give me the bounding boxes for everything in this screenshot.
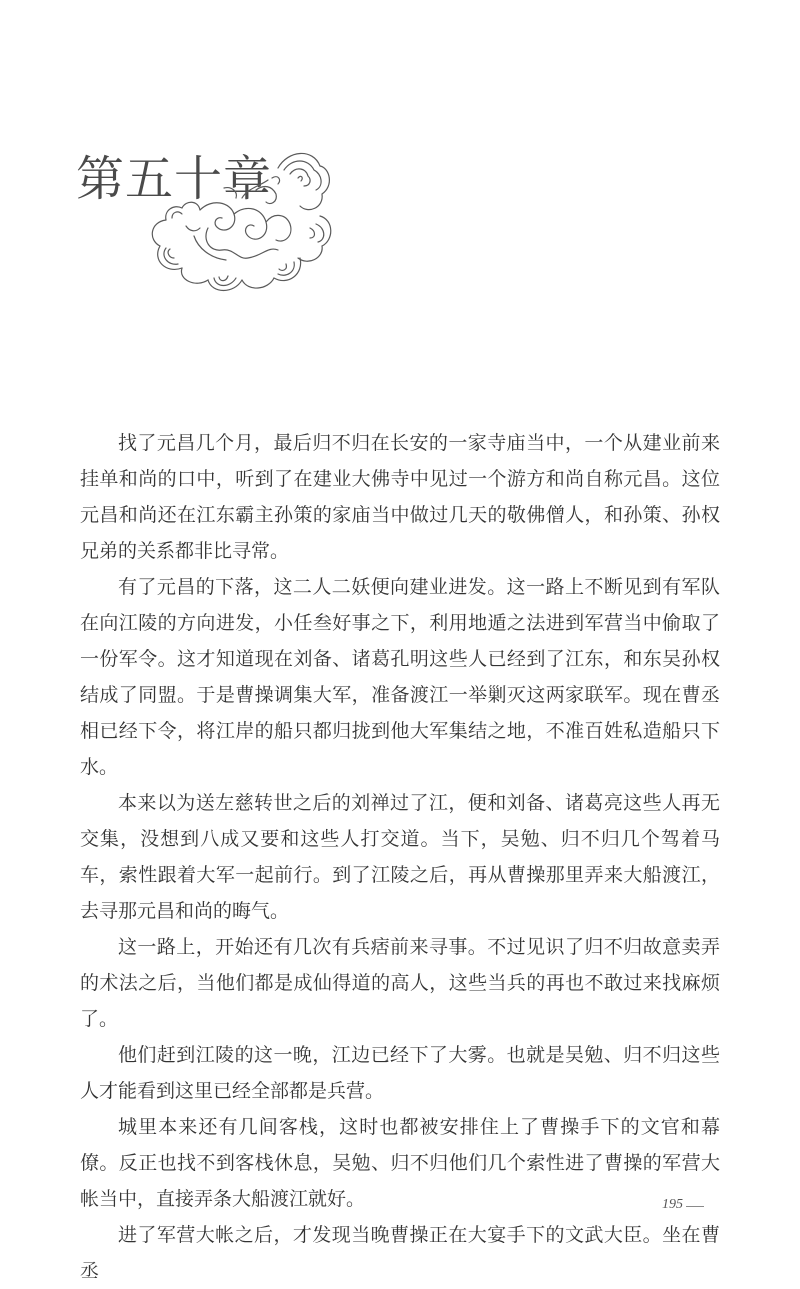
paragraph: 本来以为送左慈转世之后的刘禅过了江，便和刘备、诸葛亮这些人再无交集，没想到八成又要和这些人打交道。当下，吴勉、归不归几个驾着马车，索性跟着大军一起前行。到了江陵之后，再从曹操那里弄来大船渡江，去寻那元昌和尚的晦气。 (80, 792, 720, 922)
paragraph: 城里本来还有几间客栈，这时也都被安排住上了曹操手下的文官和幕僚。反正也找不到客栈休息，吴勉、归不归他们几个索性进了曹操的军营大帐当中，直接弄条大船渡江就好。 (80, 1116, 720, 1210)
paragraph: 进了军营大帐之后，才发现当晚曹操正在大宴手下的文武大臣。坐在曹丞 (80, 1224, 720, 1282)
chapter-title: 第五十章 (76, 151, 273, 207)
cloud-pattern-icon (138, 128, 338, 296)
page-number-dash (686, 1206, 704, 1207)
paragraph: 有了元昌的下落，这二人二妖便向建业进发。这一路上不断见到有军队在向江陵的方向进发，小任叁好事之下，利用地遁之法进到军营当中偷取了一份军令。这才知道现在刘备、诸葛孔明这些人已经到了江东，和东吴孙权结成了同盟。于是曹操调集大军，准备渡江一举剿灭这两家联军。现在曹丞相已经下令，将江岸的船只都归拢到他大军集结之地，不准百姓私造船只下水。 (80, 576, 720, 778)
body-text (80, 425, 720, 1289)
paragraph: 这一路上，开始还有几次有兵痞前来寻事。不过见识了归不归故意卖弄的术法之后，当他们都是成仙得道的高人，这些当兵的再也不敢过来找麻烦了。 (80, 936, 720, 1030)
page-number: 195 (662, 1197, 683, 1212)
paragraph: 他们赶到江陵的这一晚，江边已经下了大雾。也就是吴勉、归不归这些人才能看到这里已经全部都是兵营。 (80, 1044, 720, 1102)
paragraph: 找了元昌几个月，最后归不归在长安的一家寺庙当中，一个从建业前来挂单和尚的口中，听到了在建业大佛寺中见过一个游方和尚自称元昌。这位元昌和尚还在江东霸主孙策的家庙当中做过几天的敬佛僧人，和孙策、孙权兄弟的关系都非比寻常。 (80, 432, 720, 562)
